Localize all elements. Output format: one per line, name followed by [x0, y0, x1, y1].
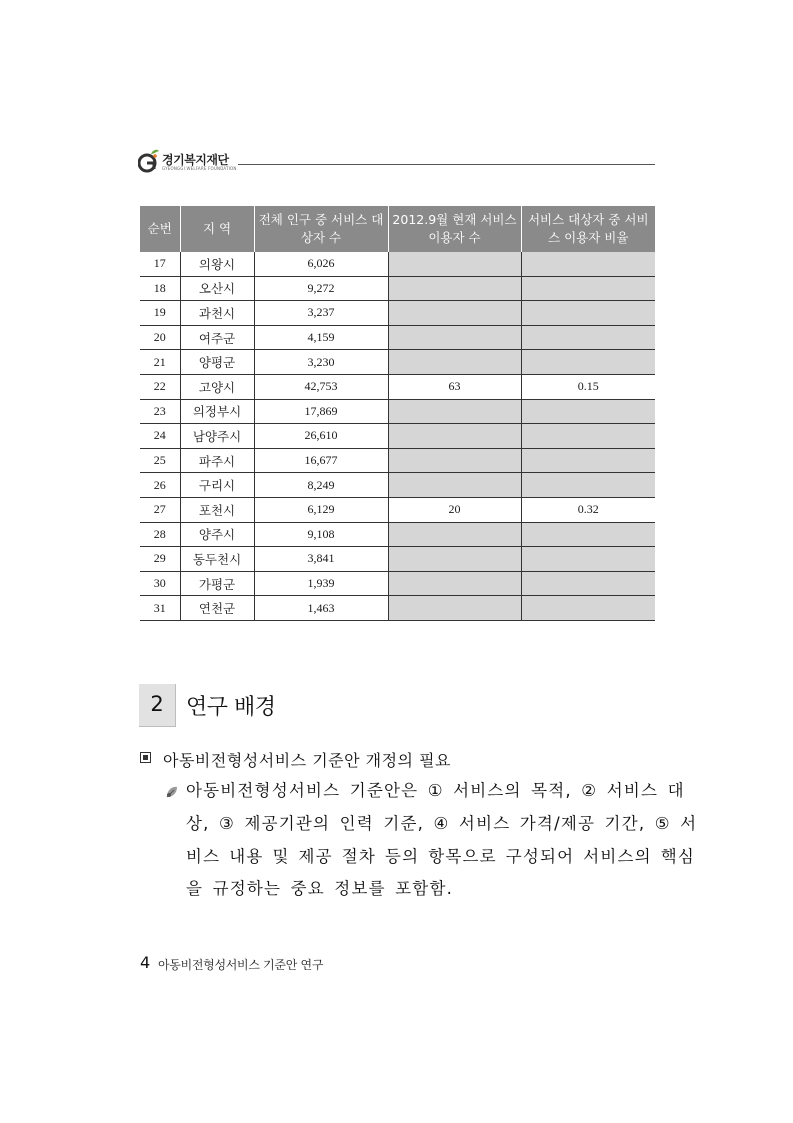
cell-number: 30	[140, 571, 180, 596]
cell-region: 파주시	[180, 448, 254, 473]
cell-user-count: 20	[388, 497, 521, 522]
cell-number: 31	[140, 596, 180, 621]
cell-region: 여주군	[180, 325, 254, 350]
table-row	[140, 448, 655, 473]
cell-region: 남양주시	[180, 424, 254, 449]
cell-user-count: 63	[388, 374, 521, 399]
paragraph-line: 아동비전형성서비스 기준안은 ① 서비스의 목적, ② 서비스 대	[186, 781, 685, 800]
leaf-bullet-icon	[165, 785, 179, 799]
table-row	[140, 547, 655, 572]
paragraph-line: 비스 내용 및 제공 절차 등의 항목으로 구성되어 서비스의 핵심	[186, 847, 695, 866]
cell-region: 고양시	[180, 374, 254, 399]
cell-region: 양주시	[180, 522, 254, 547]
section-number: 2	[150, 692, 164, 716]
cell-region: 양평군	[180, 350, 254, 375]
bullet-heading: 아동비전형성서비스 기준안 개정의 필요	[163, 751, 452, 770]
square-bullet-icon	[140, 752, 151, 763]
table-row	[140, 522, 655, 547]
cell-user-ratio	[521, 325, 655, 350]
cell-number: 23	[140, 399, 180, 424]
column-header-user-count: 2012.9월 현재 서비스 이용자 수	[388, 206, 521, 252]
cell-target-count: 42,753	[254, 374, 388, 399]
column-header-region: 지 역	[180, 206, 254, 252]
column-header-user-ratio: 서비스 대상자 중 서비스 이용자 비율	[521, 206, 655, 252]
cell-region: 가평군	[180, 571, 254, 596]
cell-user-ratio	[521, 301, 655, 326]
cell-user-ratio: 0.15	[521, 374, 655, 399]
cell-user-ratio	[521, 522, 655, 547]
cell-target-count: 17,869	[254, 399, 388, 424]
cell-region: 포천시	[180, 497, 254, 522]
cell-user-count	[388, 547, 521, 572]
cell-target-count: 1,463	[254, 596, 388, 621]
cell-region: 동두천시	[180, 547, 254, 572]
foundation-logo-icon	[138, 148, 160, 174]
cell-user-count	[388, 522, 521, 547]
cell-number: 26	[140, 473, 180, 498]
table-row	[140, 571, 655, 596]
cell-target-count: 9,108	[254, 522, 388, 547]
logo-text: 경기복지재단	[162, 153, 229, 167]
cell-number: 18	[140, 276, 180, 301]
cell-region: 오산시	[180, 276, 254, 301]
cell-user-count	[388, 596, 521, 621]
header-rule	[238, 164, 655, 165]
cell-user-ratio	[521, 448, 655, 473]
cell-user-ratio	[521, 473, 655, 498]
cell-user-ratio	[521, 571, 655, 596]
cell-region: 의정부시	[180, 399, 254, 424]
cell-user-count	[388, 350, 521, 375]
cell-user-count	[388, 276, 521, 301]
cell-target-count: 1,939	[254, 571, 388, 596]
cell-target-count: 9,272	[254, 276, 388, 301]
cell-target-count: 4,159	[254, 325, 388, 350]
cell-number: 29	[140, 547, 180, 572]
cell-number: 28	[140, 522, 180, 547]
table-row	[140, 473, 655, 498]
table-body	[140, 252, 655, 620]
cell-user-count	[388, 571, 521, 596]
cell-user-ratio	[521, 252, 655, 276]
cell-number: 25	[140, 448, 180, 473]
section-number-box	[139, 684, 176, 727]
table-row	[140, 301, 655, 326]
table-row	[140, 276, 655, 301]
page-number: 4	[140, 953, 151, 972]
table-row	[140, 350, 655, 375]
paragraph-line: 상, ③ 제공기관의 인력 기준, ④ 서비스 가격/제공 기간, ⑤ 서	[186, 814, 698, 833]
cell-target-count: 6,129	[254, 497, 388, 522]
cell-user-count	[388, 473, 521, 498]
cell-target-count: 26,610	[254, 424, 388, 449]
cell-target-count: 3,230	[254, 350, 388, 375]
paragraph-line: 을 규정하는 중요 정보를 포함함.	[186, 879, 454, 898]
cell-region: 구리시	[180, 473, 254, 498]
table-row	[140, 252, 655, 276]
table-row	[140, 497, 655, 522]
cell-target-count: 8,249	[254, 473, 388, 498]
cell-target-count: 3,841	[254, 547, 388, 572]
cell-user-ratio	[521, 350, 655, 375]
cell-target-count: 6,026	[254, 252, 388, 276]
cell-number: 27	[140, 497, 180, 522]
cell-target-count: 3,237	[254, 301, 388, 326]
region-service-table	[140, 206, 655, 621]
cell-number: 19	[140, 301, 180, 326]
cell-user-ratio	[521, 547, 655, 572]
column-header-number: 순번	[140, 206, 180, 252]
cell-user-count	[388, 301, 521, 326]
cell-number: 21	[140, 350, 180, 375]
table-header-row	[140, 206, 655, 252]
cell-user-ratio	[521, 424, 655, 449]
cell-user-count	[388, 399, 521, 424]
table-row	[140, 374, 655, 399]
cell-number: 17	[140, 252, 180, 276]
table-row	[140, 325, 655, 350]
column-header-target-count: 전체 인구 중 서비스 대상자 수	[254, 206, 388, 252]
cell-number: 24	[140, 424, 180, 449]
cell-user-count	[388, 424, 521, 449]
cell-user-count	[388, 448, 521, 473]
section-title: 연구 배경	[186, 695, 276, 720]
cell-number: 20	[140, 325, 180, 350]
cell-region: 과천시	[180, 301, 254, 326]
logo-subtext: GYEONGGI WELFARE FOUNDATION	[162, 166, 237, 171]
table-row	[140, 596, 655, 621]
cell-region: 의왕시	[180, 252, 254, 276]
cell-number: 22	[140, 374, 180, 399]
table-row	[140, 424, 655, 449]
cell-region: 연천군	[180, 596, 254, 621]
table-row	[140, 399, 655, 424]
cell-user-ratio	[521, 399, 655, 424]
footer-title: 아동비전형성서비스 기준안 연구	[158, 958, 324, 972]
cell-user-ratio	[521, 276, 655, 301]
foundation-logo	[138, 148, 238, 176]
cell-user-ratio	[521, 596, 655, 621]
cell-user-ratio: 0.32	[521, 497, 655, 522]
cell-user-count	[388, 252, 521, 276]
cell-target-count: 16,677	[254, 448, 388, 473]
cell-user-count	[388, 325, 521, 350]
